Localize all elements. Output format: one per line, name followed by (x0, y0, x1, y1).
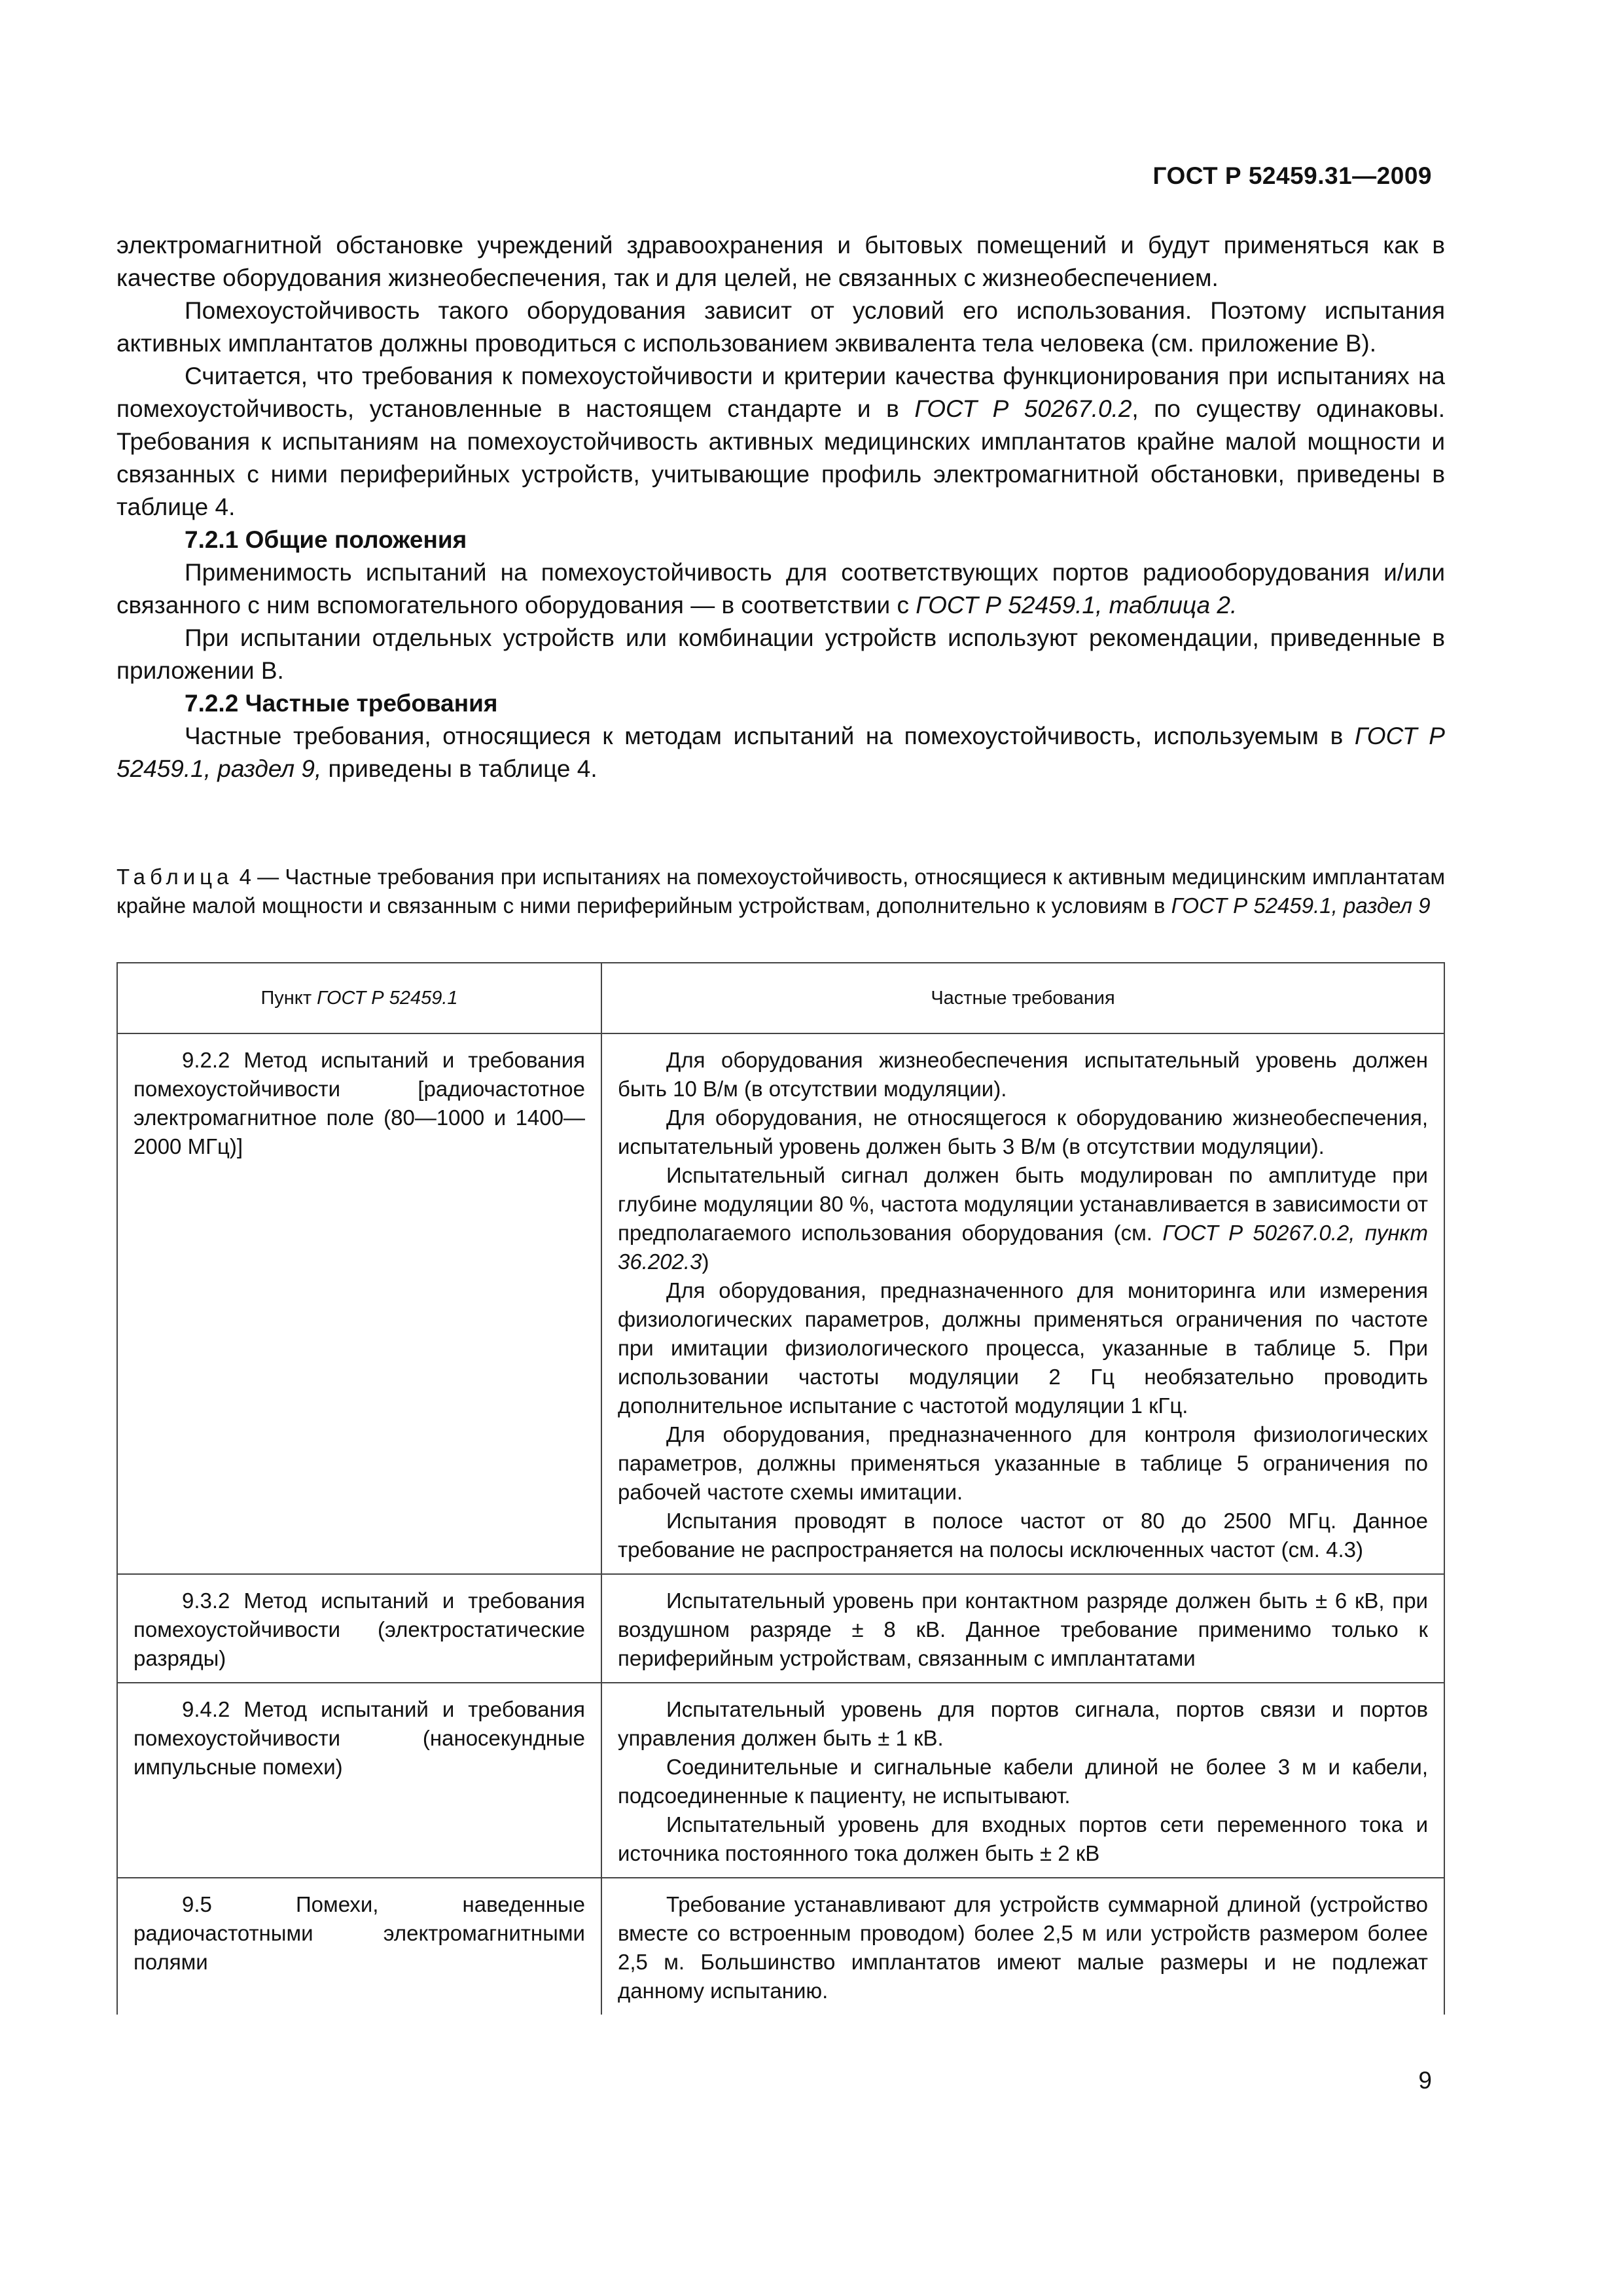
section-7-2-2-paragraph-1 (116, 720, 1445, 785)
section-7-2-1-text: Применимость испытаний на помехоустойчивость для соответствующих портов радиооборудования и/или связанного с ним вспомогательного оборудования — в соответствии с (116, 559, 1445, 619)
table-cell-clause (117, 1033, 601, 1574)
column-header-clause-reference: ГОСТ Р 52459.1 (317, 988, 458, 1009)
requirement-text: Для оборудования жизнеобеспечения испытательный уровень должен быть 10 В/м (в отсутствии модуляции). (618, 1048, 1428, 1101)
requirement-reference: ГОСТ Р 50267.0.2, пункт 36.202.3 (618, 1221, 1428, 1274)
table-cell-requirements (601, 1683, 1444, 1878)
requirement-text: Для оборудования, предназначенного для контроля физиологических параметров, должны применяться указанные в таблице 5 ограничения по рабочей частоте схемы имитации. (618, 1422, 1428, 1504)
section-7-2-2-reference: ГОСТ Р 52459.1, раздел 9, (116, 723, 1445, 782)
table-cell-requirements (601, 1033, 1444, 1574)
requirement-text (618, 1161, 1428, 1276)
document-number-header: ГОСТ Р 52459.31—2009 (1152, 162, 1432, 189)
clause-text: 9.3.2 Метод испытаний и требования помехоустойчивости (электростатические разряды) (134, 1588, 585, 1670)
section-7-2-1-paragraph-2: При испытании отдельных устройств или комбинации устройств используют рекомендации, приведенные в приложении В. (116, 624, 1445, 684)
intro-paragraph-3-text-a: Считается, что требования к помехоустойчивости и критерии качества функционирования при испытаниях на помехоустойчивость, установленные в настоящем стандарте и в (116, 363, 1445, 422)
requirement-text: Для оборудования, предназначенного для мониторинга или измерения физиологических параметров, должны применяться ограничения по частоте при имитации физиологического процесса, указанные в таблице 5. При использовании частоты модуляции 2 Гц необязательно проводить дополнительное испытание с частотой модуляции 1 кГц. (618, 1278, 1428, 1418)
section-7-2-2-text-a: Частные требования, относящиеся к методам испытаний на помехоустойчивость, используемым в (185, 723, 1355, 749)
section-7-2-2-heading: 7.2.2 Частные требования (185, 690, 498, 717)
requirement-text-a: Испытательный сигнал должен быть модулирован по амплитуде при глубине модуляции 80 %, частота модуляции устанавливается в зависимости от предполагаемого использования оборудования (см. (618, 1163, 1428, 1245)
table-cell-clause (117, 1574, 601, 1683)
table-caption-text: — Частные требования при испытаниях на помехоустойчивость, относящиеся к активным медицинским имплантатам крайне малой мощности и связанным с ними периферийным устройствам, дополнительно к условиям в (116, 865, 1446, 918)
requirements-table (116, 962, 1445, 2015)
table-row (117, 1033, 1444, 1574)
clause-text: 9.5 Помехи, наведенные радиочастотными электромагнитными полями (134, 1892, 585, 1974)
section-7-2-1-heading: 7.2.1 Общие положения (185, 526, 467, 553)
table-caption-number: 4 (239, 865, 251, 889)
requirement-text: Испытания проводят в полосе частот от 80 до 2500 МГц. Данное требование не распространяется на полосы исключенных частот (см. 4.3) (618, 1509, 1428, 1562)
table-header-row (117, 963, 1444, 1033)
table-caption-label: Таблица (116, 865, 234, 889)
requirement-text: Соединительные и сигнальные кабели длиной не более 3 м и кабели, подсоединенные к пациенту, не испытывают. (618, 1755, 1428, 1808)
intro-paragraph-3-reference: ГОСТ Р 50267.0.2 (914, 395, 1132, 422)
table-caption (116, 863, 1445, 920)
intro-paragraph-3 (116, 360, 1445, 524)
body-text (116, 229, 1445, 785)
page-number: 9 (1418, 2067, 1432, 2094)
table-cell-requirements (601, 1878, 1444, 2015)
table-cell-requirements (601, 1574, 1444, 1683)
requirement-text: Испытательный уровень при контактном разряде должен быть ± 6 кВ, при воздушном разряде ± 8 кВ. Данное требование применимо только к периферийным устройствам, связанным с имплантатами (618, 1588, 1428, 1670)
column-header-clause-prefix: Пункт (260, 988, 317, 1009)
clause-text: 9.4.2 Метод испытаний и требования помехоустойчивости (наносекундные импульсные помехи) (134, 1697, 585, 1779)
requirement-text: Для оборудования, не относящегося к оборудованию жизнеобеспечения, испытательный уровень должен быть 3 В/м (в отсутствии модуляции). (618, 1105, 1428, 1158)
table-cell-clause (117, 1683, 601, 1878)
table-row (117, 1683, 1444, 1878)
table-row (117, 1878, 1444, 2015)
intro-paragraph-2: Помехоустойчивость такого оборудования зависит от условий его использования. Поэтому испытания активных имплантатов должны проводиться с использованием эквивалента тела человека (см. приложение В). (116, 297, 1445, 357)
table-row (117, 1574, 1444, 1683)
section-7-2-1-reference: ГОСТ Р 52459.1, таблица 2. (916, 592, 1238, 619)
requirement-text: Испытательный уровень для входных портов сети переменного тока и источника постоянного тока должен быть ± 2 кВ (618, 1812, 1428, 1865)
requirement-text-b: ) (702, 1249, 709, 1274)
column-header-requirements: Частные требования (601, 963, 1444, 1033)
intro-paragraph-3-text-b: , по существу одинаковы. Требования к испытаниям на помехоустойчивость активных медицинских имплантатов крайне малой мощности и связанных с ними периферийных устройств, учитывающие профиль электромагнитной обстановки, приведены в таблице 4. (116, 395, 1445, 520)
section-7-2-2-text-b: приведены в таблице 4. (321, 755, 597, 782)
intro-paragraph-1: электромагнитной обстановке учреждений здравоохранения и бытовых помещений и будут применяться как в качестве оборудования жизнеобеспечения, так и для целей, не связанных с жизнеобеспечением. (116, 232, 1445, 291)
table-cell-clause (117, 1878, 601, 2015)
requirement-text: Испытательный уровень для портов сигнала, портов связи и портов управления должен быть ± 1 кВ. (618, 1697, 1428, 1750)
column-header-clause (117, 963, 601, 1033)
table-caption-reference: ГОСТ Р 52459.1, раздел 9 (1171, 893, 1431, 918)
requirement-text: Требование устанавливают для устройств суммарной длиной (устройство вместе со встроенным проводом) более 2,5 м или устройств размером более 2,5 м. Большинство имплантатов имеют малые размеры и не подлежат данному испытанию. (618, 1892, 1428, 2003)
clause-text: 9.2.2 Метод испытаний и требования помехоустойчивости [радиочастотное электромагнитное поле (80—1000 и 1400—2000 МГц)] (134, 1048, 585, 1158)
section-7-2-1-paragraph-1 (116, 556, 1445, 622)
